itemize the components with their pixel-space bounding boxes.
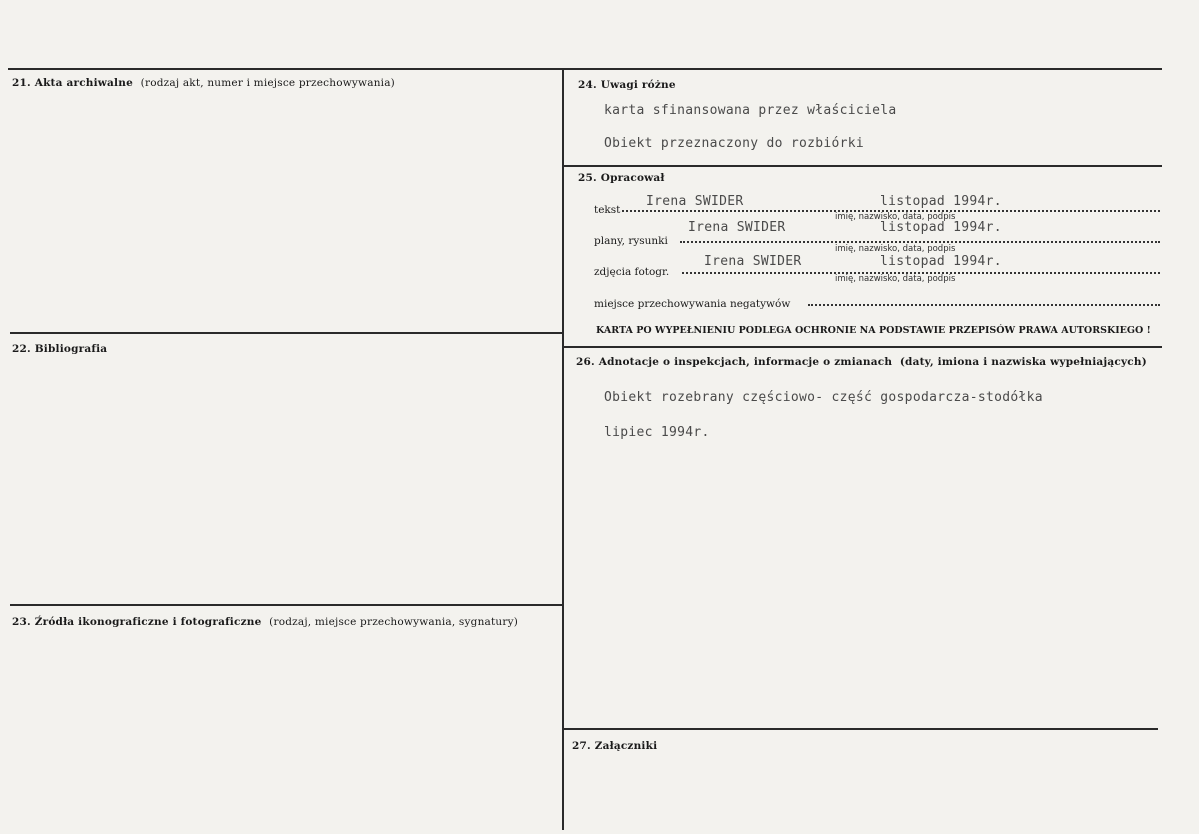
row-text-date: listopad 1994r. <box>880 194 1002 209</box>
section-23-label: 23. Źródła ikonograficzne i fotograficzne <box>12 616 262 628</box>
negatives-label: miejsce przechowywania negatywów <box>594 298 791 310</box>
row-plans-date: listopad 1994r. <box>880 220 1002 235</box>
section-21-title <box>12 77 395 89</box>
section-22-title: 22. Bibliografia <box>12 343 108 355</box>
row-plans-dots <box>680 241 1160 243</box>
rule-21-22 <box>10 332 563 334</box>
top-rule <box>8 68 1162 70</box>
section-25-title: 25. Opracował <box>578 172 665 184</box>
rule-25-26 <box>563 346 1162 348</box>
section-21-subtitle: (rodzaj akt, numer i miejsce przechowywania) <box>140 77 395 89</box>
row-photos-label: zdjęcia fotogr. <box>594 266 670 278</box>
row-photos-name: Irena SWIDER <box>704 254 802 269</box>
rule-24-25 <box>563 165 1162 167</box>
row-photos-hint: imię, nazwisko, data, podpis <box>835 274 956 284</box>
row-photos-date: listopad 1994r. <box>880 254 1002 269</box>
section-21-label: 21. Akta archiwalne <box>12 77 133 89</box>
row-plans-name: Irena SWIDER <box>688 220 786 235</box>
section-26-line-2: lipiec 1994r. <box>604 425 710 440</box>
rule-22-23 <box>10 604 563 606</box>
negatives-dots <box>808 304 1160 306</box>
center-divider <box>562 68 564 830</box>
row-text-hint: imię, nazwisko, data, podpis <box>835 212 956 222</box>
row-plans-hint: imię, nazwisko, data, podpis <box>835 244 956 254</box>
section-26-line-1: Obiekt rozebrany częściowo- część gospodarcza-stodółka <box>604 390 1043 405</box>
copyright-notice: KARTA PO WYPEŁNIENIU PODLEGA OCHRONIE NA PODSTAWIE PRZEPISÓW PRAWA AUTORSKIEGO ! <box>596 325 1151 336</box>
section-26-subtitle: (daty, imiona i nazwiska wypełniających) <box>899 356 1147 368</box>
section-23-subtitle: (rodzaj, miejsce przechowywania, sygnatury) <box>269 616 519 628</box>
row-text-label: tekst <box>594 204 621 216</box>
section-27-title: 27. Załączniki <box>572 740 658 752</box>
section-26-title <box>576 356 1147 368</box>
row-text-name: Irena SWIDER <box>646 194 744 209</box>
section-24-line-1: karta sfinansowana przez właściciela <box>604 103 897 118</box>
section-24-line-2: Obiekt przeznaczony do rozbiórki <box>604 136 865 151</box>
section-26-label: 26. Adnotacje o inspekcjach, informacje o zmianach <box>576 356 893 368</box>
rule-26-27 <box>563 728 1158 730</box>
section-24-title: 24. Uwagi różne <box>578 79 676 91</box>
row-plans-label: plany, rysunki <box>594 235 668 247</box>
section-23-title <box>12 616 518 628</box>
